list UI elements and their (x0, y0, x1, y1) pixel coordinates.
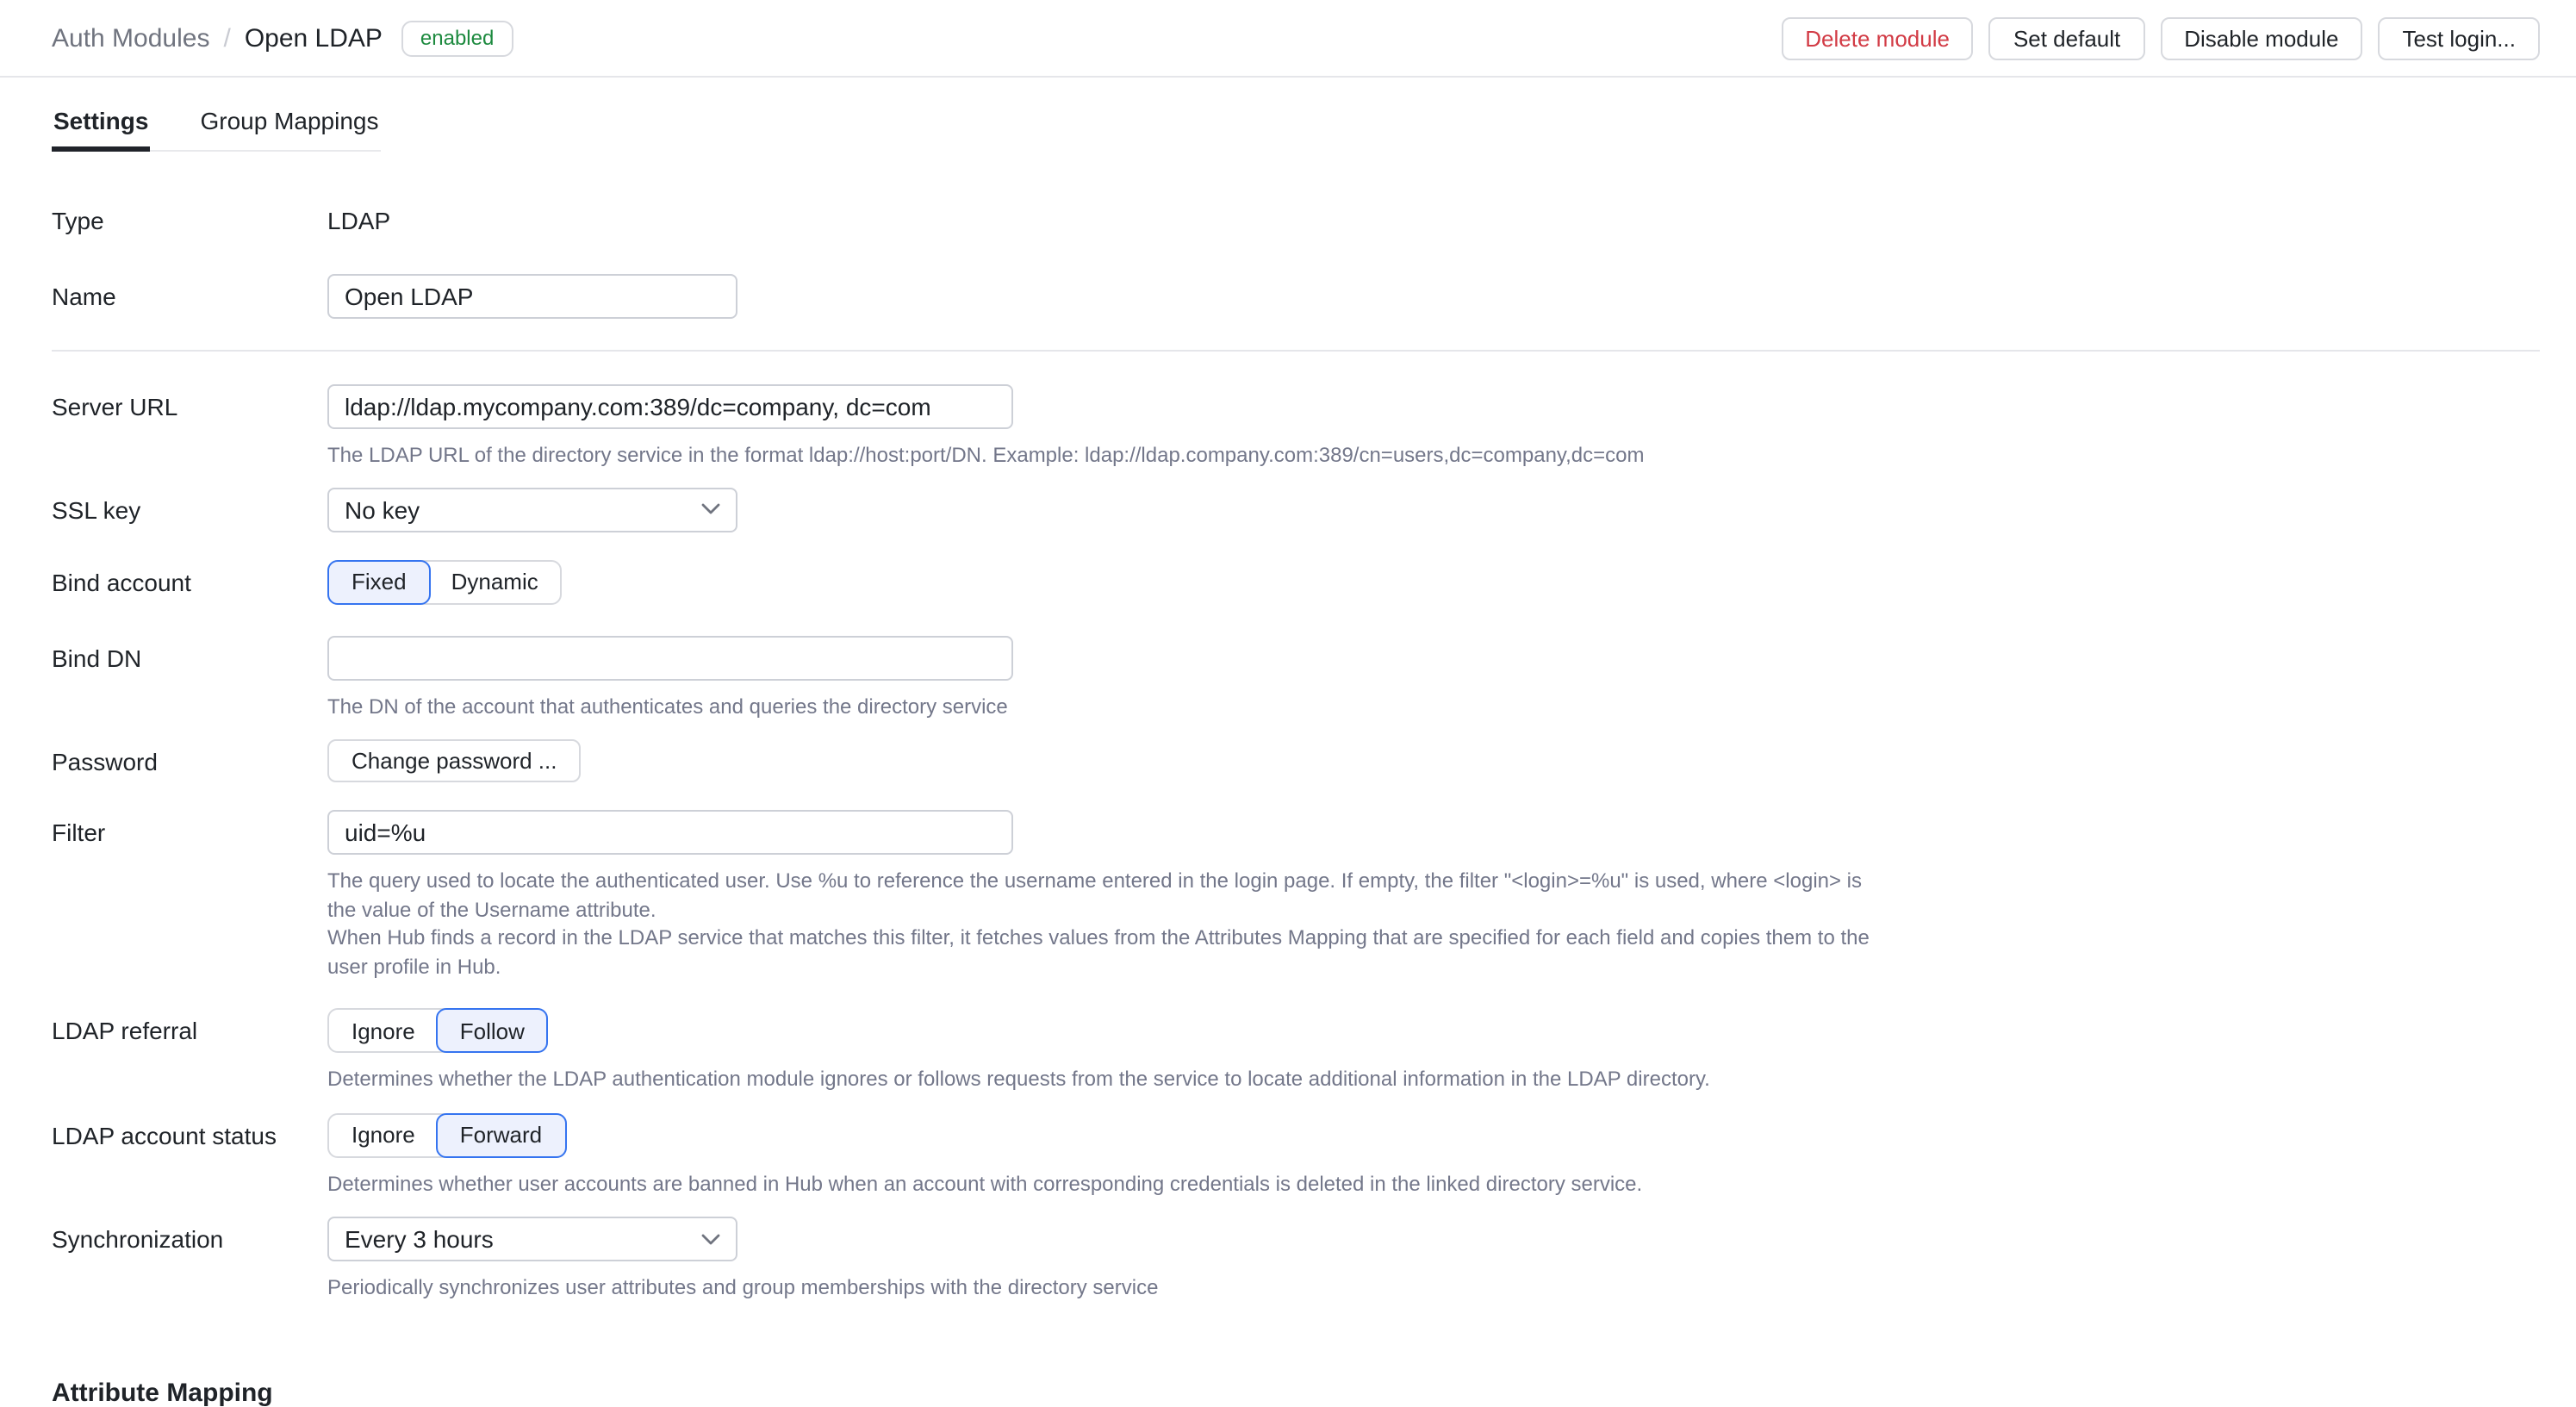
change-password-button[interactable]: Change password ... (327, 739, 581, 782)
ldap-referral-toggle (327, 1008, 549, 1053)
settings-form (0, 152, 2576, 1407)
ssl-key-selected-value: No key (345, 495, 420, 523)
status-badge: enabled (401, 20, 513, 56)
bind-account-label: Bind account (52, 568, 191, 595)
synchronization-select[interactable] (327, 1217, 737, 1261)
synchronization-selected-value: Every 3 hours (345, 1225, 494, 1253)
bind-account-option-dynamic[interactable]: Dynamic (451, 569, 538, 595)
ssl-key-select[interactable] (327, 487, 737, 532)
ldap-account-status-label: LDAP account status (52, 1121, 277, 1149)
password-row (52, 739, 2540, 784)
header-actions (1781, 16, 2540, 59)
tab-group-mappings[interactable]: Group Mappings (200, 107, 379, 134)
synchronization-label: Synchronization (52, 1225, 224, 1253)
delete-module-button[interactable]: Delete module (1781, 16, 1974, 59)
ldap-account-status-option-ignore[interactable]: Ignore (352, 1122, 415, 1148)
ldap-account-status-row (52, 1112, 2540, 1198)
server-url-input[interactable] (327, 384, 1013, 429)
type-label: Type (52, 207, 104, 234)
ldap-account-status-toggle (327, 1112, 566, 1157)
filter-row (52, 810, 2540, 981)
tabbar (52, 107, 381, 152)
password-label: Password (52, 748, 158, 775)
ssl-key-row (52, 487, 2540, 532)
synchronization-hint: Periodically synchronizes user attributes and group memberships with the directory service (327, 1275, 1159, 1299)
filter-hint-paragraph: The query used to locate the authenticated user. Use %u to reference the username entered in the login page. If empty, the filter "<login>=%u" is used, where <login> is the value of the Username attribute. (327, 868, 1863, 921)
ldap-referral-option-ignore[interactable]: Ignore (352, 1018, 415, 1043)
chevron-down-icon (701, 1233, 720, 1245)
server-url-hint: The LDAP URL of the directory service in the format ldap://host:port/DN. Example: ldap://ldap.company.com:389/cn=users,dc=company,dc=com (327, 443, 1645, 467)
ldap-referral-label: LDAP referral (52, 1017, 198, 1044)
ldap-referral-option-follow[interactable]: Follow (436, 1008, 549, 1053)
set-default-button[interactable]: Set default (1989, 16, 2144, 59)
chevron-down-icon (701, 503, 720, 515)
bind-dn-input[interactable] (327, 635, 1013, 680)
synchronization-row (52, 1217, 2540, 1302)
tabbar-wrap (0, 78, 2576, 152)
bind-dn-row (52, 635, 2540, 720)
ldap-account-status-hint: Determines whether user accounts are banned in Hub when an account with corresponding credentials is deleted in the linked directory service. (327, 1171, 1643, 1195)
filter-hint-paragraph: When Hub finds a record in the LDAP service that matches this filter, it fetches values from the Attributes Mapping that are specified for each field and copies them to the user profile in Hub. (327, 925, 1870, 978)
test-login-button[interactable]: Test login... (2378, 16, 2540, 59)
name-row (52, 274, 2540, 319)
section-heading-attribute-mapping: Attribute Mapping (52, 1378, 273, 1407)
bind-account-row (52, 559, 2540, 604)
ldap-referral-hint: Determines whether the LDAP authentication module ignores or follows requests from the service to locate additional information in the LDAP directory. (327, 1067, 1710, 1091)
bind-dn-label: Bind DN (52, 644, 142, 671)
name-input[interactable] (327, 274, 737, 319)
section-divider (52, 350, 2540, 352)
page-title: Open LDAP (244, 23, 383, 53)
filter-hint (327, 867, 1887, 981)
bind-account-option-fixed[interactable]: Fixed (327, 559, 431, 604)
ldap-account-status-option-forward[interactable]: Forward (436, 1112, 566, 1157)
ldap-referral-row (52, 1008, 2540, 1093)
filter-input[interactable] (327, 810, 1013, 855)
server-url-label: Server URL (52, 393, 178, 420)
type-row (52, 198, 2540, 243)
breadcrumb-separator: / (223, 23, 231, 53)
breadcrumb (52, 20, 513, 56)
bind-dn-hint: The DN of the account that authenticates and queries the directory service (327, 694, 1008, 718)
disable-module-button[interactable]: Disable module (2160, 16, 2362, 59)
server-url-row (52, 384, 2540, 470)
name-label: Name (52, 283, 116, 310)
ssl-key-label: SSL key (52, 495, 141, 523)
filter-label: Filter (52, 819, 106, 846)
page-header (0, 0, 2576, 78)
bind-account-toggle (327, 559, 563, 604)
type-value: LDAP (327, 207, 391, 234)
tab-settings[interactable]: Settings (52, 107, 150, 152)
breadcrumb-link-auth-modules[interactable]: Auth Modules (52, 23, 210, 53)
